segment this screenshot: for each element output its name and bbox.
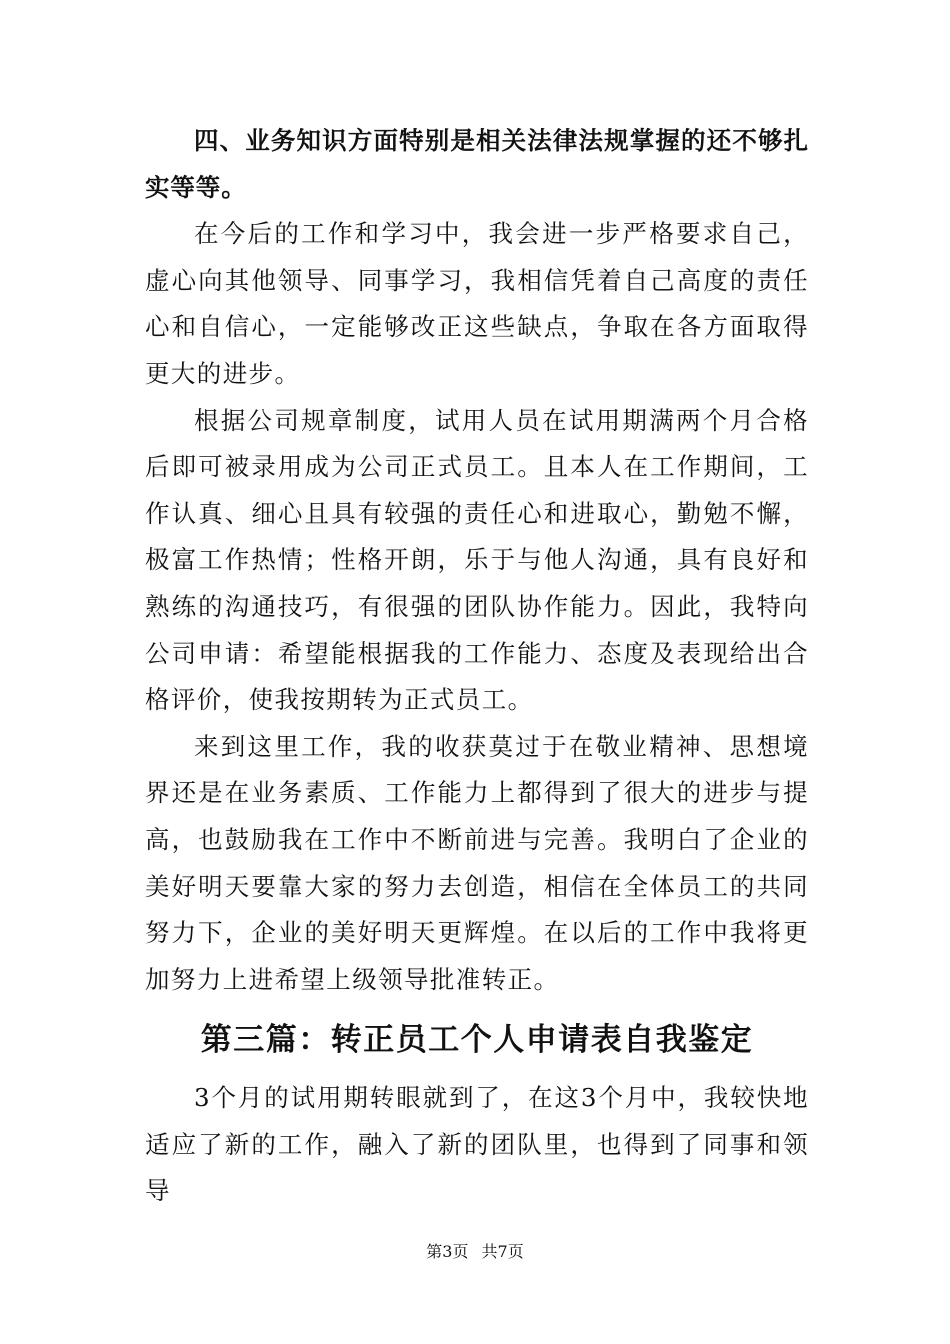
section-heading: 第三篇：转正员工个人申请表自我鉴定 <box>200 1022 754 1059</box>
paragraph-item-four: 四、业务知识方面特别是相关法律法规掌握的还不够扎实等等。 <box>145 126 809 202</box>
paragraph-improvement: 在今后的工作和学习中，我会进一步严格要求自己，虚心向其他领导、同事学习，我相信凭着自己高度的责任心和自信心，一定能够改正这些缺点，争取在各方面取得更大的进步。 <box>145 219 809 388</box>
page-number: 第3页 <box>426 1242 469 1261</box>
paragraph-section-three-intro: 3个月的试用期转眼就到了，在这3个月中，我较快地适应了新的工作，融入了新的团队里，也得到了同事和领导 <box>145 1083 809 1206</box>
paragraph-gains: 来到这里工作，我的收获莫过于在敬业精神、思想境界还是在业务素质、工作能力上都得到了很大的进步与提高，也鼓励我在工作中不断前进与完善。我明白了企业的美好明天要靠大家的努力去创造，相信在全体员工的共同努力下，企业的美好明天更辉煌。在以后的工作中我将更加努力上进希望上级领导批准转正。 <box>145 731 809 994</box>
page-total: 共7页 <box>481 1242 524 1261</box>
paragraph-application: 根据公司规章制度，试用人员在试用期满两个月合格后即可被录用成为公司正式员工。且本人在工作期间，工作认真、细心且具有较强的责任心和进取心，勤勉不懈，极富工作热情；性格开朗，乐于与他人沟通，具有良好和熟练的沟通技巧，有很强的团队协作能力。因此，我特向公司申请：希望能根据我的工作能力、态度及表现给出合格评价，使我按期转为正式员工。 <box>145 405 809 715</box>
document-body <box>145 118 809 1215</box>
page-footer <box>0 1240 950 1264</box>
